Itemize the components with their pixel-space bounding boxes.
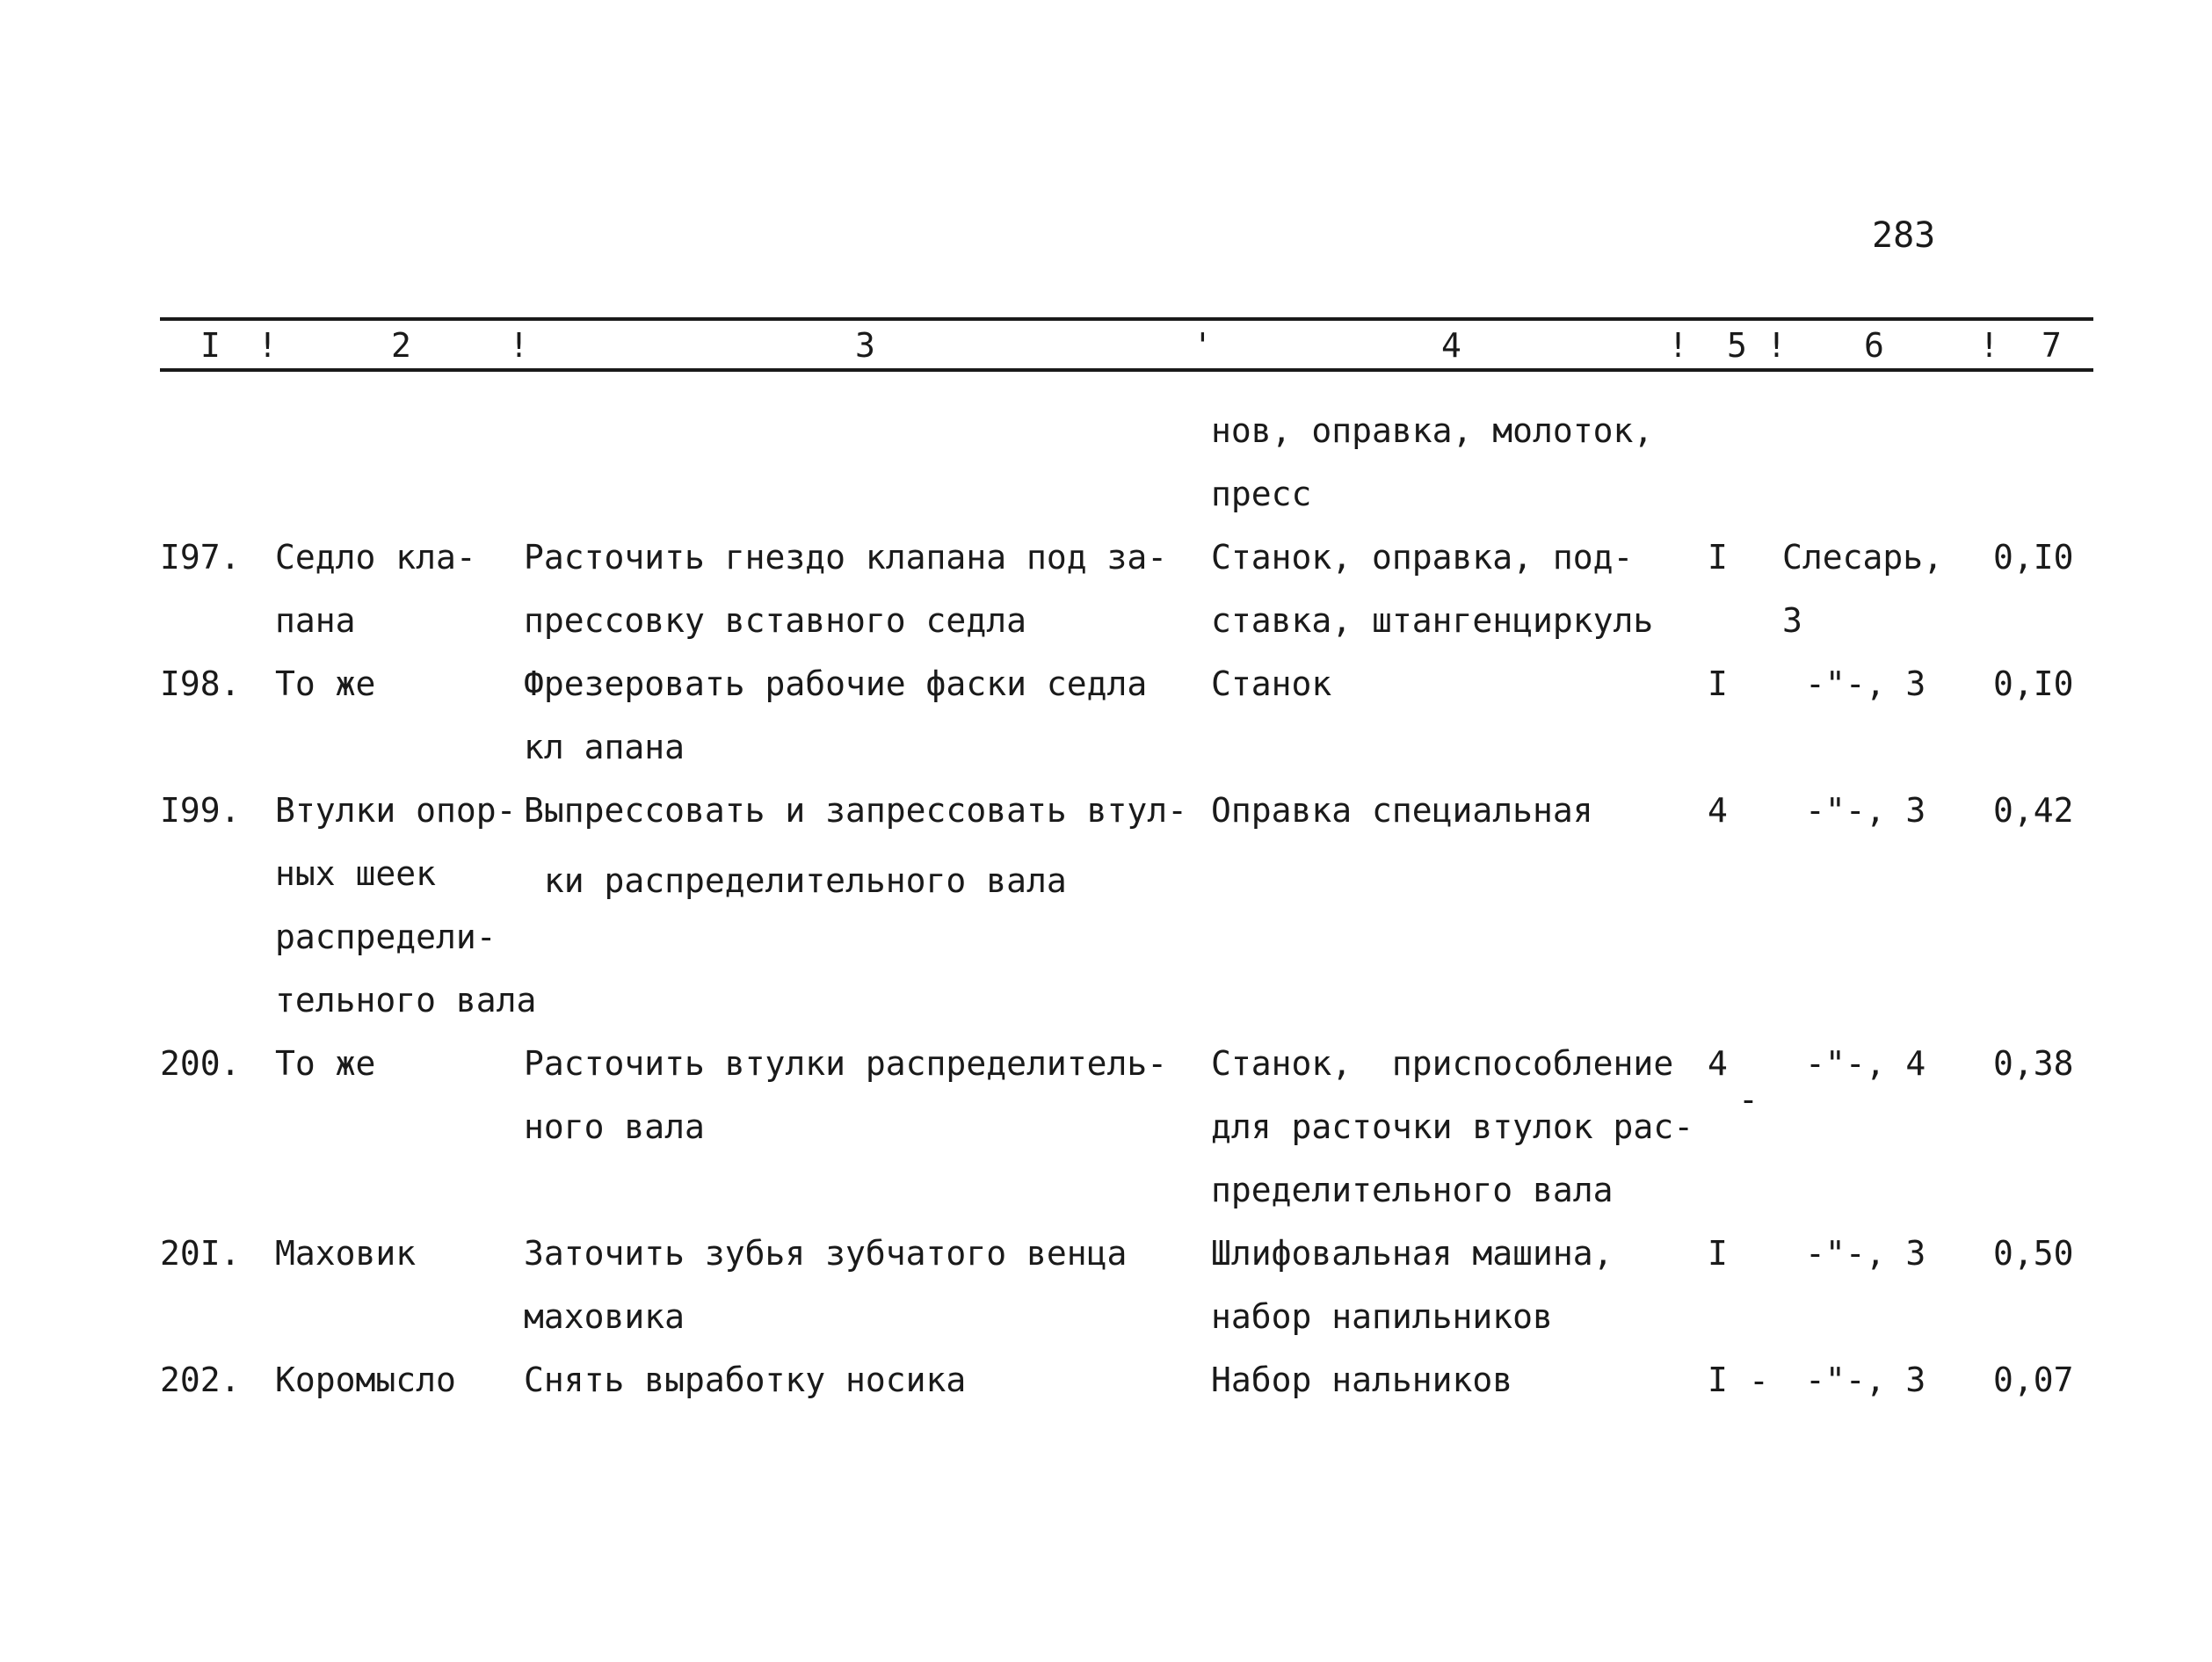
- quantity: 4: [1708, 1044, 1728, 1083]
- worker: -"-, 4: [1805, 1044, 1926, 1083]
- part-name: Седло кла-: [275, 538, 476, 577]
- equipment: набор напильников: [1211, 1297, 1553, 1336]
- row-number: I99.: [160, 791, 241, 830]
- continuation-line: нов, оправка, молоток,: [1211, 411, 1654, 450]
- part-name: тельного вала: [275, 981, 537, 1020]
- page-number: 283: [1872, 215, 1936, 256]
- quantity: I: [1708, 538, 1728, 577]
- worker: -"-, 3: [1805, 1234, 1926, 1273]
- operation: Выпрессовать и запрессовать втул-: [524, 791, 1187, 830]
- stray-dash: -: [1749, 1361, 1769, 1400]
- equipment: Набор нальников: [1211, 1361, 1513, 1399]
- worker: 3: [1782, 601, 1802, 640]
- equipment: Станок, оправка, под-: [1211, 538, 1634, 577]
- time-norm: 0,42: [1993, 791, 2074, 830]
- header-col-1: I: [200, 326, 221, 365]
- worker: -"-, 3: [1805, 791, 1926, 830]
- row-number: 202.: [160, 1361, 241, 1399]
- equipment: для расточки втулок рас-: [1211, 1107, 1694, 1146]
- header-separator: !: [1979, 326, 1999, 365]
- header-col-7: 7: [2042, 326, 2062, 365]
- header-separator: !: [257, 326, 278, 365]
- part-name: распредели-: [275, 918, 497, 956]
- row-number: I97.: [160, 538, 241, 577]
- operation: маховика: [524, 1297, 685, 1336]
- header-rule-bottom: [160, 368, 2093, 372]
- quantity: I: [1708, 1361, 1728, 1399]
- header-col-6: 6: [1864, 326, 1884, 365]
- operation: ного вала: [524, 1107, 705, 1146]
- operation: кл апана: [524, 728, 685, 766]
- part-name: Втулки опор-: [275, 791, 517, 830]
- time-norm: 0,50: [1993, 1234, 2074, 1273]
- part-name: Коромысло: [275, 1361, 456, 1399]
- equipment: Станок: [1211, 664, 1332, 703]
- equipment: ставка, штангенциркуль: [1211, 601, 1654, 640]
- quantity: I: [1708, 664, 1728, 703]
- header-col-3: 3: [855, 326, 875, 365]
- part-name: То же: [275, 1044, 376, 1083]
- header-col-4: 4: [1441, 326, 1461, 365]
- header-col-2: 2: [391, 326, 411, 365]
- row-number: I98.: [160, 664, 241, 703]
- worker: -"-, 3: [1805, 664, 1926, 703]
- header-separator: ': [1193, 326, 1213, 365]
- time-norm: 0,I0: [1993, 538, 2074, 577]
- operation: Расточить гнездо клапана под за-: [524, 538, 1168, 577]
- header-separator: !: [509, 326, 529, 365]
- quantity: I: [1708, 1234, 1728, 1273]
- header-separator: !: [1766, 326, 1787, 365]
- time-norm: 0,07: [1993, 1361, 2074, 1399]
- operation: Заточить зубья зубчатого венца: [524, 1234, 1128, 1273]
- part-name: Маховик: [275, 1234, 417, 1273]
- part-name: ных шеек: [275, 854, 437, 893]
- operation: Расточить втулки распределитель-: [524, 1044, 1168, 1083]
- header-separator: !: [1668, 326, 1688, 365]
- header-col-5: 5: [1727, 326, 1747, 365]
- worker: Слесарь,: [1782, 538, 1944, 577]
- time-norm: 0,I0: [1993, 664, 2074, 703]
- equipment: Шлифовальная машина,: [1211, 1234, 1614, 1273]
- continuation-line: пресс: [1211, 475, 1312, 513]
- equipment: Станок, приспособление: [1211, 1044, 1674, 1083]
- part-name: То же: [275, 664, 376, 703]
- operation: ки распределительного вала: [524, 861, 1067, 900]
- row-number: 20I.: [160, 1234, 241, 1273]
- stray-dash: -: [1738, 1080, 1759, 1119]
- header-rule-top: [160, 317, 2093, 321]
- operation: Снять выработку носика: [524, 1361, 967, 1399]
- operation: Фрезеровать рабочие фаски седла: [524, 664, 1148, 703]
- operation: прессовку вставного седла: [524, 601, 1026, 640]
- equipment: пределительного вала: [1211, 1171, 1614, 1209]
- worker: -"-, 3: [1805, 1361, 1926, 1399]
- time-norm: 0,38: [1993, 1044, 2074, 1083]
- row-number: 200.: [160, 1044, 241, 1083]
- part-name: пана: [275, 601, 356, 640]
- equipment: Оправка специальная: [1211, 791, 1593, 830]
- quantity: 4: [1708, 791, 1728, 830]
